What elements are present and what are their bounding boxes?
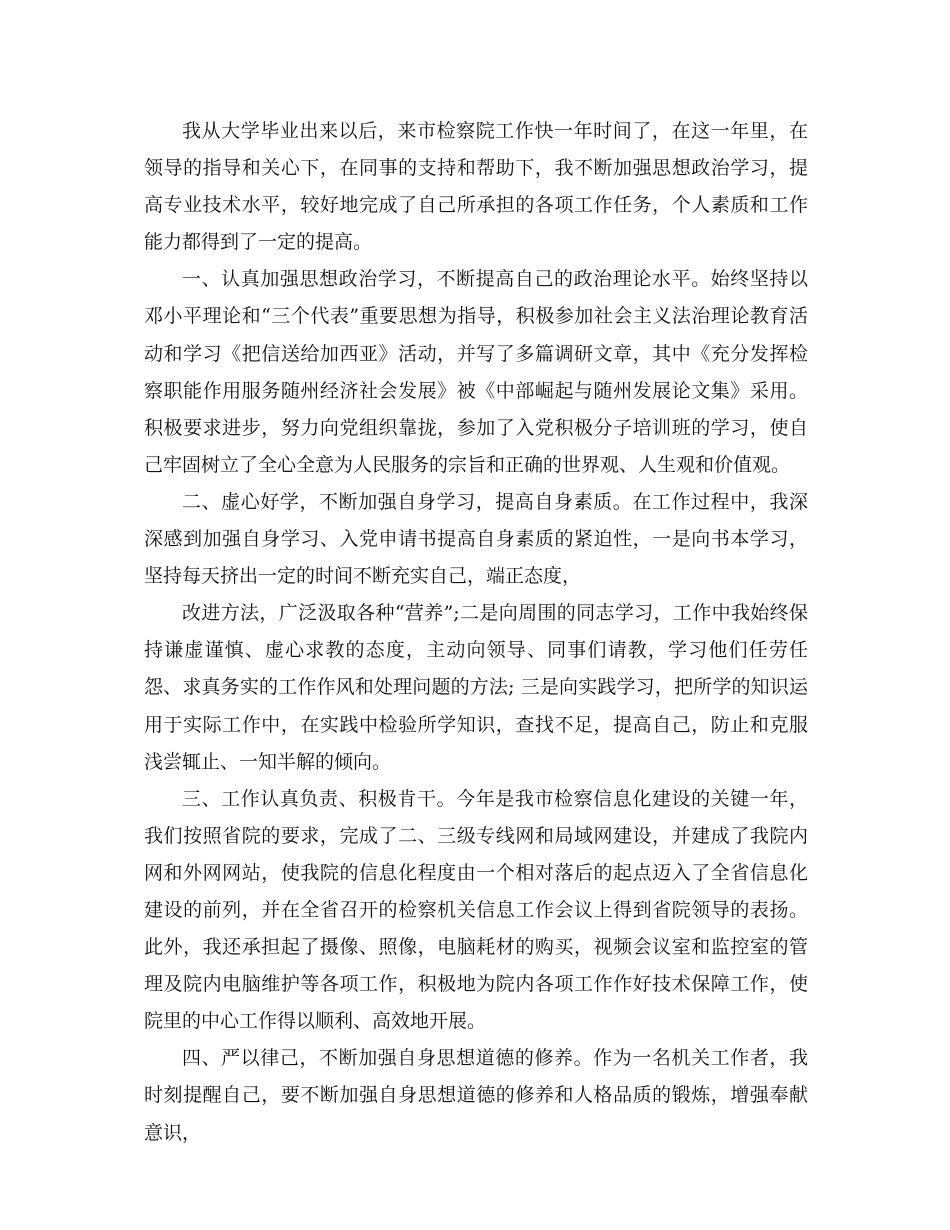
paragraph-intro: 我从大学毕业出来以后，来市检察院工作快一年时间了，在这一年里，在领导的指导和关心下，在同事的支持和帮助下，我不断加强思想政治学习，提高专业技术水平，较好地完成了自己所承担的各项工作任务，个人素质和工作能力都得到了一定的提高。: [144, 120, 808, 254]
document-body: [144, 113, 808, 1152]
paragraph-self-study: 二、虚心好学，不断加强自身学习，提高自身素质。在工作过程中，我深深感到加强自身学习、入党申请书提高自身素质的紧迫性，一是向书本学习，坚持每天挤出一定的时间不断充实自己，端正态度，: [144, 490, 808, 588]
paragraph-political-study: 一、认真加强思想政治学习，不断提高自己的政治理论水平。始终坚持以邓小平理论和“三个代表”重要思想为指导，积极参加社会主义法治理论教育活动和学习《把信送给加西亚》活动，并写了多篇调研文章，其中《充分发挥检察职能作用服务随州经济社会发展》被《中部崛起与随州发展论文集》采用。积极要求进步，努力向党组织靠拢，参加了入党积极分子培训班的学习，使自己牢固树立了全心全意为人民服务的宗旨和正确的世界观、人生观和价值观。: [144, 268, 808, 476]
paragraph-self-discipline: 四、严以律己，不断加强自身思想道德的修养。作为一名机关工作者，我时刻提醒自己，要不断加强自身思想道德的修养和人格品质的锻炼，增强奉献意识，: [144, 1047, 808, 1144]
paragraph-learning-methods: 改进方法，广泛汲取各种“营养”;二是向周围的同志学习，工作中我始终保持谦虚谨慎、虚心求教的态度，主动向领导、同事们请教，学习他们任劳任怨、求真务实的工作作风和处理问题的方法; 三是向实践学习，把所学的知识运用于实际工作中，在实践中检验所学知识，查找不足，提高自己，防止和克服浅尝辄止、一知半解的倾向。: [144, 602, 808, 773]
paragraph-work-responsibility: 三、工作认真负责、积极肯干。今年是我市检察信息化建设的关键一年，我们按照省院的要求，完成了二、三级专线网和局域网建设，并建成了我院内网和外网网站，使我院的信息化程度由一个相对落后的起点迈入了全省信息化建设的前列，并在全省召开的检察机关信息工作会议上得到省院领导的表扬。此外，我还承担起了摄像、照像，电脑耗材的购买，视频会议室和监控室的管理及院内电脑维护等各项工作，积极地为院内各项工作作好技术保障工作，使院里的中心工作得以顺利、高效地开展。: [144, 787, 808, 1033]
